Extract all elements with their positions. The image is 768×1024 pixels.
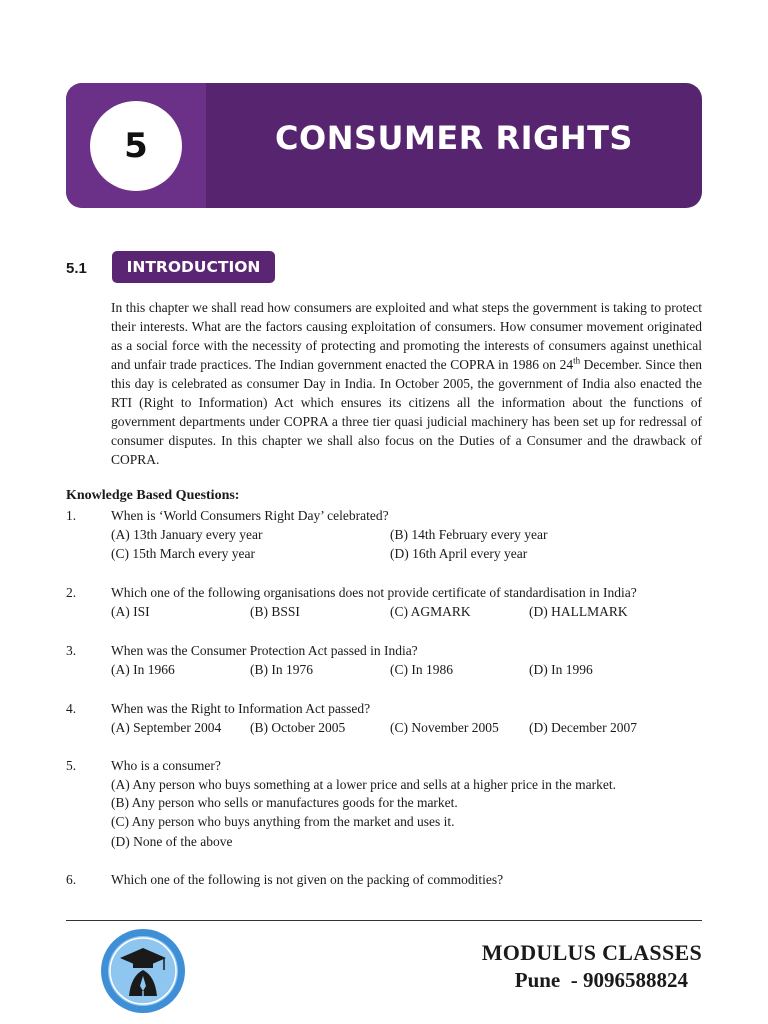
option-d: (D) 16th April every year bbox=[390, 546, 528, 561]
footer-divider bbox=[66, 920, 702, 921]
chapter-banner bbox=[66, 83, 702, 208]
intro-text-part1: In this chapter we shall read how consumers are exploited and what steps the government is taking to protect their interests. What are the factors causing exploitation of consumers. How consumer movement originated as a social force with the necessity of protecting and promoting the interests of consumers against unethical and unfair trade practices. The Indian government enacted the COPRA in 1986 on 24 bbox=[111, 300, 702, 372]
intro-superscript: th bbox=[573, 355, 581, 366]
option-c: (C) AGMARK bbox=[390, 604, 471, 619]
question-number: 2. bbox=[66, 585, 77, 600]
option-a: (A) ISI bbox=[111, 604, 150, 619]
option-c: (C) Any person who buys anything from the market and uses it. bbox=[111, 814, 455, 829]
intro-paragraph bbox=[111, 298, 702, 469]
option-a: (A) In 1966 bbox=[111, 662, 175, 677]
question-number: 3. bbox=[66, 643, 77, 658]
option-b: (B) 14th February every year bbox=[390, 527, 548, 542]
question-text: When is ‘World Consumers Right Day’ celebrated? bbox=[111, 508, 389, 523]
chapter-number-panel bbox=[66, 83, 206, 208]
option-d: (D) December 2007 bbox=[529, 720, 637, 735]
intro-text-part2: December. Since then this day is celebrated as consumer Day in India. In October 2005, the government of India also enacted the RTI (Right to Information) Act which ensures its citizens all the information about the functions of government departments under COPRA a three tier quasi judicial machinery has been set up for redressal of consumer disputes. In this chapter we shall also focus on the Duties of a Consumer and the drawback of COPRA. bbox=[111, 357, 702, 467]
question-number: 6. bbox=[66, 872, 77, 887]
question-text: Who is a consumer? bbox=[111, 758, 221, 773]
question-text: Which one of the following organisations does not provide certificate of standardisation in India? bbox=[111, 585, 637, 600]
brand-name: MODULUS CLASSES bbox=[481, 940, 702, 965]
question-text: When was the Consumer Protection Act passed in India? bbox=[111, 643, 418, 658]
option-d: (D) In 1996 bbox=[529, 662, 593, 677]
question-text: Which one of the following is not given on the packing of commodities? bbox=[111, 872, 504, 887]
option-c: (C) 15th March every year bbox=[111, 546, 255, 561]
question-number: 1. bbox=[66, 508, 77, 523]
option-d: (D) None of the above bbox=[111, 834, 233, 849]
option-a: (A) Any person who buys something at a lower price and sells at a higher price in the market. bbox=[111, 777, 616, 792]
question-number: 4. bbox=[66, 701, 77, 716]
questions-heading: Knowledge Based Questions: bbox=[66, 488, 240, 503]
option-b: (B) October 2005 bbox=[250, 720, 346, 735]
option-d: (D) HALLMARK bbox=[529, 604, 628, 619]
question-text: When was the Right to Information Act passed? bbox=[111, 701, 371, 716]
chapter-title: CONSUMER RIGHTS bbox=[275, 119, 633, 157]
brand-contact: Pune - 9096588824 bbox=[514, 968, 688, 992]
option-b: (B) Any person who sells or manufactures goods for the market. bbox=[111, 795, 458, 810]
chapter-number: 5 bbox=[90, 101, 182, 191]
option-a: (A) 13th January every year bbox=[111, 527, 263, 542]
option-a: (A) September 2004 bbox=[111, 720, 222, 735]
option-b: (B) BSSI bbox=[250, 604, 300, 619]
option-c: (C) November 2005 bbox=[390, 720, 499, 735]
section-title: INTRODUCTION bbox=[112, 251, 275, 283]
question-number: 5. bbox=[66, 758, 77, 773]
option-b: (B) In 1976 bbox=[250, 662, 313, 677]
modulus-logo-icon bbox=[100, 928, 186, 1014]
section-number: 5.1 bbox=[66, 260, 87, 277]
option-c: (C) In 1986 bbox=[390, 662, 453, 677]
